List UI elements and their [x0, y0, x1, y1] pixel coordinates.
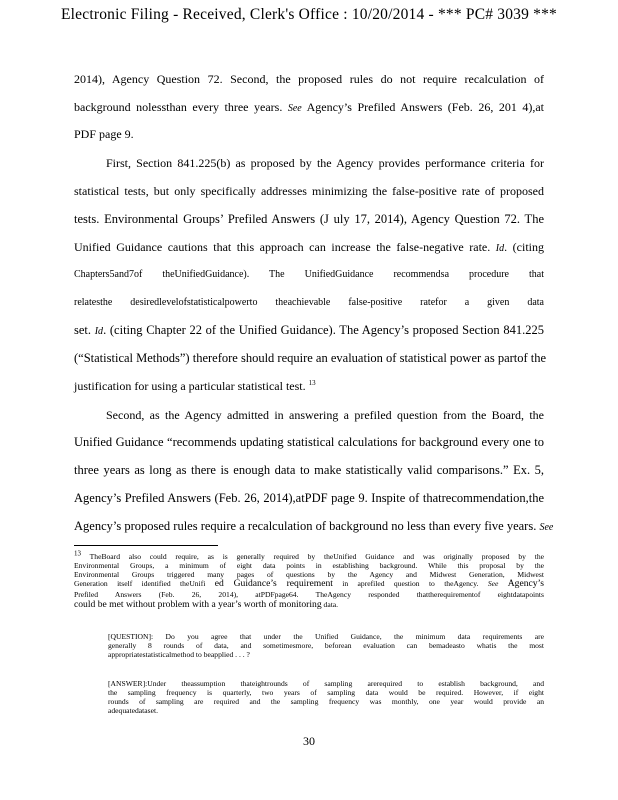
footnote-line: [74, 600, 544, 609]
body-text: justification for using a particular statistical test.: [74, 379, 306, 393]
body-text: background nolessthan every three years.: [74, 100, 283, 114]
citation-signal: Id: [94, 326, 104, 337]
footnote-quote-line: the sampling frequency is quarterly, two years of sampling data would be required. However, if eight: [108, 688, 544, 697]
citation-signal: See: [539, 522, 554, 533]
body-line: First, Section 841.225(b) as proposed by the Agency provides performance criteria for: [106, 156, 544, 170]
body-line: relatesthe desiredlevelofstatisticalpowerto theachievable false-positive ratefor a given data: [74, 297, 544, 308]
footnote-quote-line: [QUESTION]: Do you agree that under the Unified Guidance, the minimum data requirements are: [108, 632, 544, 641]
footnote-text: TheBoard also could require, as is generally required by theUnified Guidance and was originally proposed by the: [89, 552, 544, 561]
footnote-line: Prefiled Answers (Feb. 26, 2014), atPDFpage64. TheAgency responded thattherequirementof eightdatapoints: [74, 590, 544, 599]
body-line: statistical tests, but only specifically addresses minimizing the false-positive rate of proposed: [74, 184, 544, 198]
filing-header: Electronic Filing - Received, Clerk's Office : 10/20/2014 - *** PC# 3039 ***: [61, 6, 557, 23]
footnote-line: Environmental Groups triggered many pages of questions by the Agency and Midwest Generation, Midwest: [74, 570, 544, 579]
body-line: [74, 323, 544, 339]
body-line: 2014), Agency Question 72. Second, the proposed rules do not require recalculation of: [74, 72, 544, 86]
body-line: PDF page 9.: [74, 127, 134, 141]
body-line: Second, as the Agency admitted in answering a prefiled question from the Board, the: [106, 408, 544, 422]
body-text: . (citing Chapter 22 of the Unified Guidance). The Agency’s proposed Section 841.225: [103, 323, 545, 337]
citation-signal: Id: [495, 243, 505, 254]
body-text: Agency’s proposed rules require a recalculation of background no less than every five years.: [74, 519, 537, 533]
page-number: 30: [303, 734, 315, 748]
body-text: . (citing: [504, 240, 545, 254]
footnote-quote-line: rounds of sampling are required and the sampling frequency was monthly, one year would provide an: [108, 697, 544, 706]
footnote-reference[interactable]: 13: [308, 379, 316, 387]
body-line: Chapters5and7of theUnifiedGuidance). The UnifiedGuidance recommendsa procedure that: [74, 269, 544, 280]
body-line: [74, 240, 544, 256]
footnote-rule: [74, 545, 218, 546]
body-line: three years as long as there is enough data to make statistically valid comparisons.” Ex. 5,: [74, 463, 544, 477]
body-line: [74, 519, 554, 535]
footnote-text: Generation itself identified theUnifi: [74, 579, 206, 588]
body-text: set.: [74, 323, 92, 337]
footnote-quote-line: [ANSWER]:Under theassumption thateightrounds of sampling arerequired to establish background, and: [108, 679, 544, 688]
body-line: tests. Environmental Groups’ Prefiled Answers (J uly 17, 2014), Agency Question 72. The: [74, 212, 544, 226]
footnote-number: 13: [74, 549, 81, 558]
footnote-quote-line: generally 8 rounds of data, and sometimesmore, beforean evaluation can bemadeasto whatis the most: [108, 641, 544, 650]
footnote-line: Environmental Groups, a minimum of eight data points in establishing background. While this proposal by the: [74, 561, 544, 570]
footnote-text: in aprefiled question to theAgency.: [342, 579, 479, 588]
footnote-line: [74, 579, 544, 588]
footnote-quote-line: appropriatestatisticalmethod to beapplied . . . ?: [108, 650, 250, 659]
footnote-text: could be met without problem with a year’s worth of monitoring: [74, 599, 322, 610]
footnote-text: ed Guidance’s requirement: [214, 578, 333, 589]
body-text: Agency’s Prefiled Answers (Feb. 26, 201 4),at: [306, 100, 545, 114]
body-line: Agency’s Prefiled Answers (Feb. 26, 2014),atPDF page 9. Inspite of thatrecommendation,the: [74, 491, 544, 505]
body-line: (“Statistical Methods”) therefore should require an evaluation of statistical power as partof the: [74, 351, 547, 365]
footnote-line: [74, 549, 544, 561]
citation-signal: See: [287, 103, 302, 114]
body-line: [74, 100, 544, 116]
body-line: Unified Guidance “recommends updating statistical calculations for background every one to: [74, 435, 544, 449]
footnote-quote-line: adequatedataset.: [108, 706, 158, 715]
body-line: [74, 379, 544, 393]
citation-signal: See: [487, 579, 499, 588]
body-text: Unified Guidance cautions that this approach can increase the false-negative rate.: [74, 240, 491, 254]
footnote-text: Agency’s: [507, 578, 544, 589]
footnote-text: data.: [323, 600, 339, 609]
